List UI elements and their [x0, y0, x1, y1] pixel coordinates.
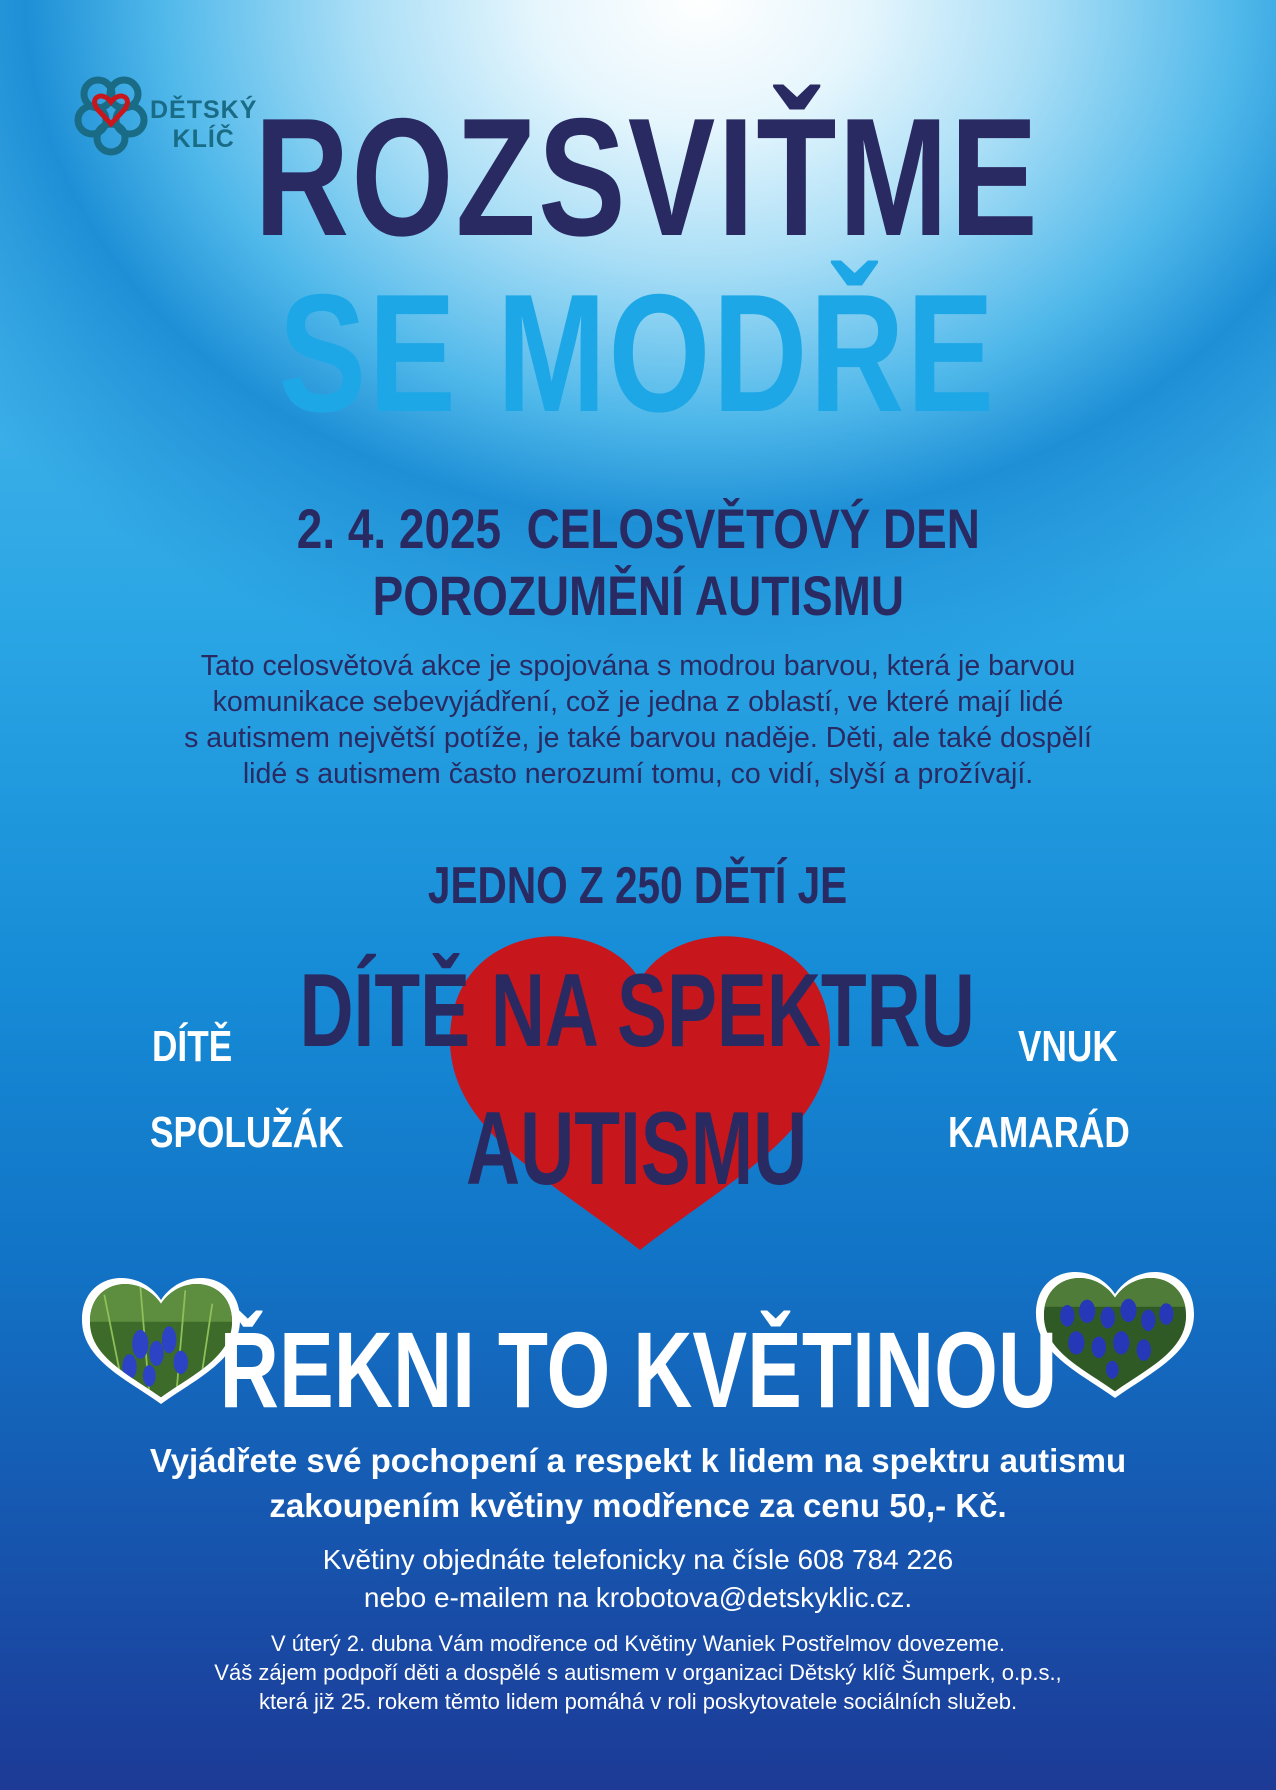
subtitle-line1: 2. 4. 2025 CELOSVĚTOVÝ DEN	[296, 497, 980, 560]
note-line3: která již 25. rokem těmto lidem pomáhá v roli poskytovatele sociálních služeb.	[258, 1689, 1018, 1714]
intro-line: komunikace sebevyjádření, což je jedna z oblastí, ve které mají lidé	[212, 686, 1064, 718]
intro-line: lidé s autismem často nerozumí tomu, co vidí, slyší a prožívají.	[242, 758, 1034, 790]
contact-phone: Květiny objednáte telefonicky na čísle 608 784 226	[322, 1544, 954, 1575]
intro-line: Tato celosvětová akce je spojována s modrou barvou, která je barvou	[200, 650, 1076, 682]
note-line2: Váš zájem podpoří děti a dospělé s autismem v organizaci Dětský klíč Šumperk, o.p.s.,	[214, 1660, 1062, 1685]
word-classmate: SPOLUŽÁK	[150, 1108, 344, 1157]
spectrum-line2: AUTISMU	[466, 1091, 808, 1207]
word-child: DÍTĚ	[152, 1022, 233, 1071]
logo-line2: KLÍČ	[172, 125, 235, 153]
flower-bold-line1: Vyjádřete své pochopení a respekt k lidem na spektru autismu	[149, 1442, 1127, 1479]
title-line1: ROZSVIŤME	[254, 83, 1040, 271]
flower-bold-line2: zakoupením květiny modřence za cenu 50,- Kč.	[269, 1487, 1007, 1524]
contact-email: nebo e-mailem na krobotova@detskyklic.cz.	[363, 1582, 913, 1613]
intro-paragraph	[60, 648, 1216, 792]
subtitle-line2: POROZUMĚNÍ AUTISMU	[372, 564, 905, 627]
flower-heading: ŘEKNI TO KVĚTINOU	[219, 1309, 1058, 1430]
spectrum-lead: JEDNO Z 250 DĚTÍ JE	[427, 857, 848, 915]
title-line2: SE MODŘE	[278, 259, 997, 447]
logo-line1: DĚTSKÝ	[150, 96, 258, 124]
spectrum-line1: DÍTĚ NA SPEKTRU	[299, 953, 975, 1069]
word-friend: KAMARÁD	[948, 1108, 1130, 1157]
note-line1: V úterý 2. dubna Vám modřence od Květiny Waniek Postřelmov dovezeme.	[270, 1631, 1006, 1656]
word-grandson: VNUK	[1018, 1022, 1118, 1071]
intro-line: s autismem největší potíže, je také barvou naděje. Děti, ale také dospělí	[184, 722, 1092, 754]
